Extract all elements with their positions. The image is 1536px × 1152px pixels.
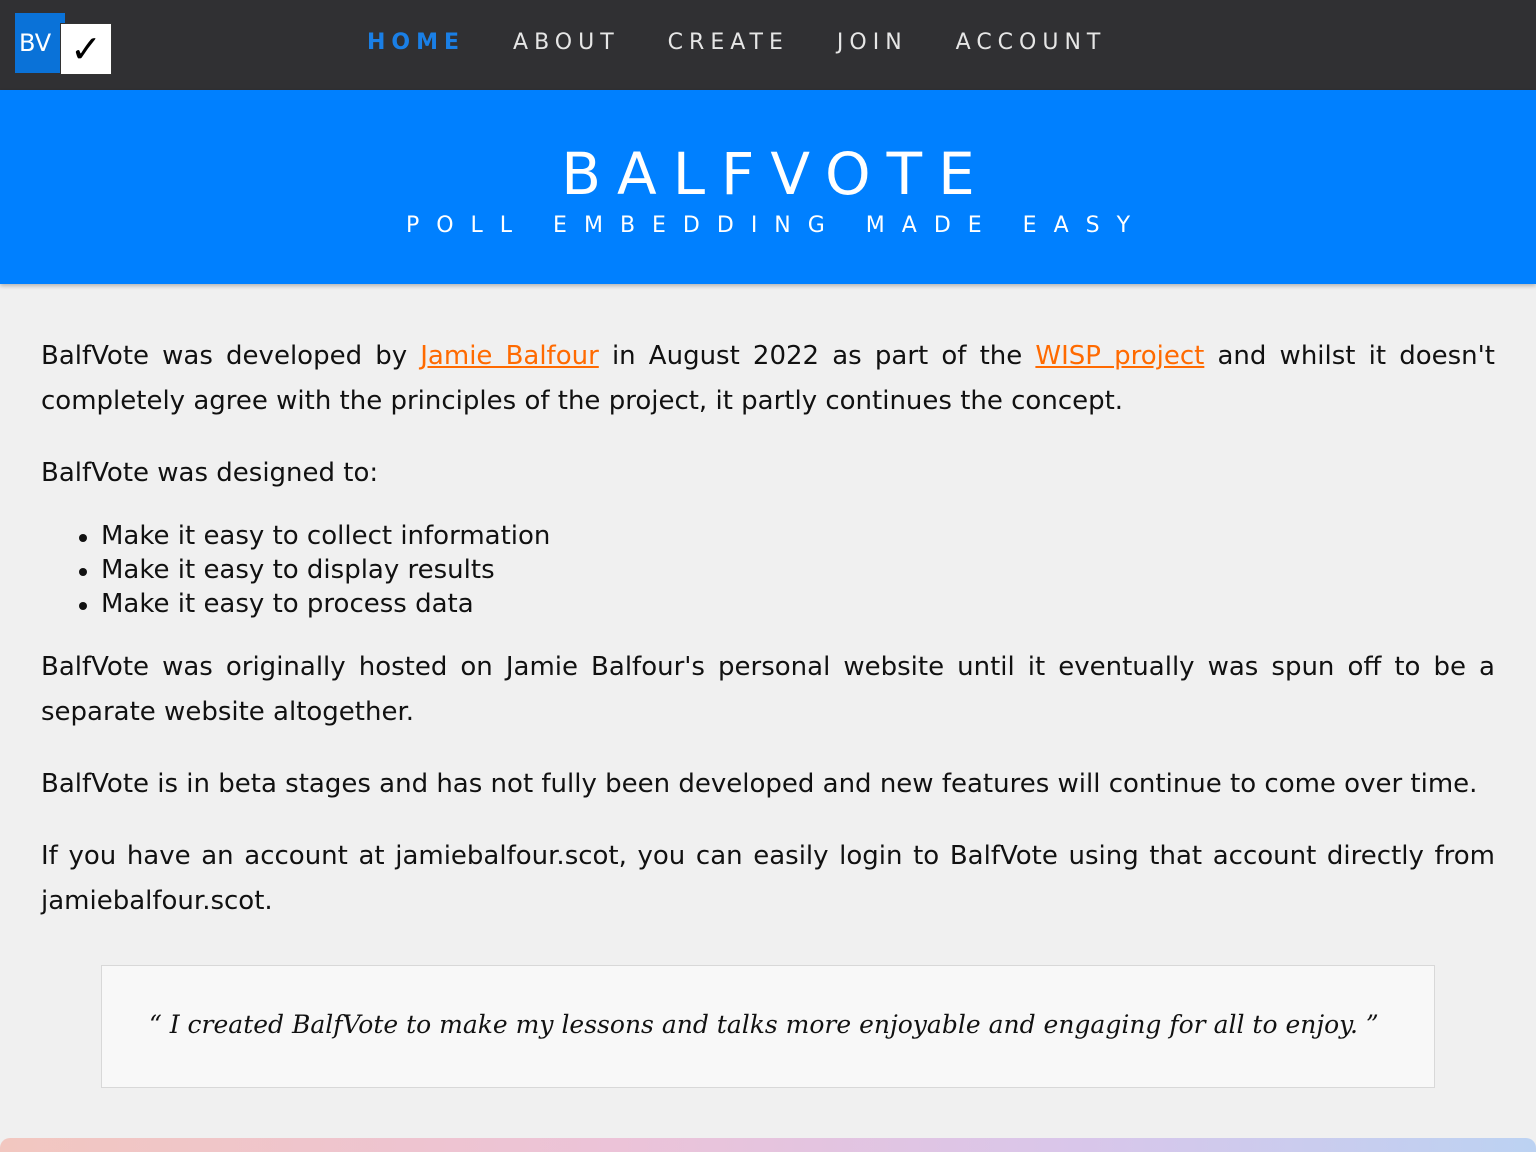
hero-banner [0, 90, 1536, 284]
list-item: Make it easy to process data [75, 587, 1495, 621]
jamie-balfour-link[interactable]: Jamie Balfour [420, 341, 599, 371]
logo-letters: BV [15, 13, 65, 73]
nav-account-link[interactable]: ACCOUNT [955, 29, 1107, 55]
main-content [41, 334, 1495, 951]
list-item: Make it easy to display results [75, 553, 1495, 587]
balfvote-logo[interactable] [15, 13, 102, 73]
nav-home-link[interactable]: HOME [367, 29, 466, 55]
nav-create-link[interactable]: CREATE [667, 29, 789, 55]
designed-list [75, 519, 1495, 621]
hero-title: BALFVOTE [561, 140, 991, 208]
footer-gradient-strip [0, 1138, 1536, 1152]
nav-join-link[interactable]: JOIN [836, 29, 908, 55]
intro-text-2: in August 2022 as part of the [598, 341, 1036, 371]
checkbox-icon: ✓ [60, 23, 112, 75]
hosted-paragraph: BalfVote was originally hosted on Jamie Balfour's personal website until it eventually was spun off to be a separate website altogether. [41, 652, 1495, 727]
account-paragraph: If you have an account at jamiebalfour.scot, you can easily login to BalfVote using that account directly from jamiebalfour.scot. [41, 841, 1495, 916]
hero-subtitle: POLL EMBEDDING MADE EASY [405, 213, 1148, 238]
designed-heading: BalfVote was designed to: [41, 458, 379, 488]
intro-text-1: BalfVote was developed by [41, 341, 421, 371]
quote-text: “ I created BalfVote to make my lessons and talks more enjoyable and engaging for all to enjoy. ” [149, 1010, 1379, 1039]
top-navigation-bar [0, 0, 1536, 90]
beta-paragraph: BalfVote is in beta stages and has not fully been developed and new features will continue to come over time. [41, 769, 1478, 799]
list-item: Make it easy to collect information [75, 519, 1495, 553]
intro-paragraph [41, 334, 1495, 424]
quote-box [101, 965, 1435, 1088]
intro-text-3: and whilst it doesn't completely agree with the principles of the project, it partly continues the concept. [41, 341, 1495, 416]
wisp-project-link[interactable]: WISP project [1035, 341, 1205, 371]
main-nav [343, 0, 1130, 84]
nav-about-link[interactable]: ABOUT [513, 29, 620, 55]
